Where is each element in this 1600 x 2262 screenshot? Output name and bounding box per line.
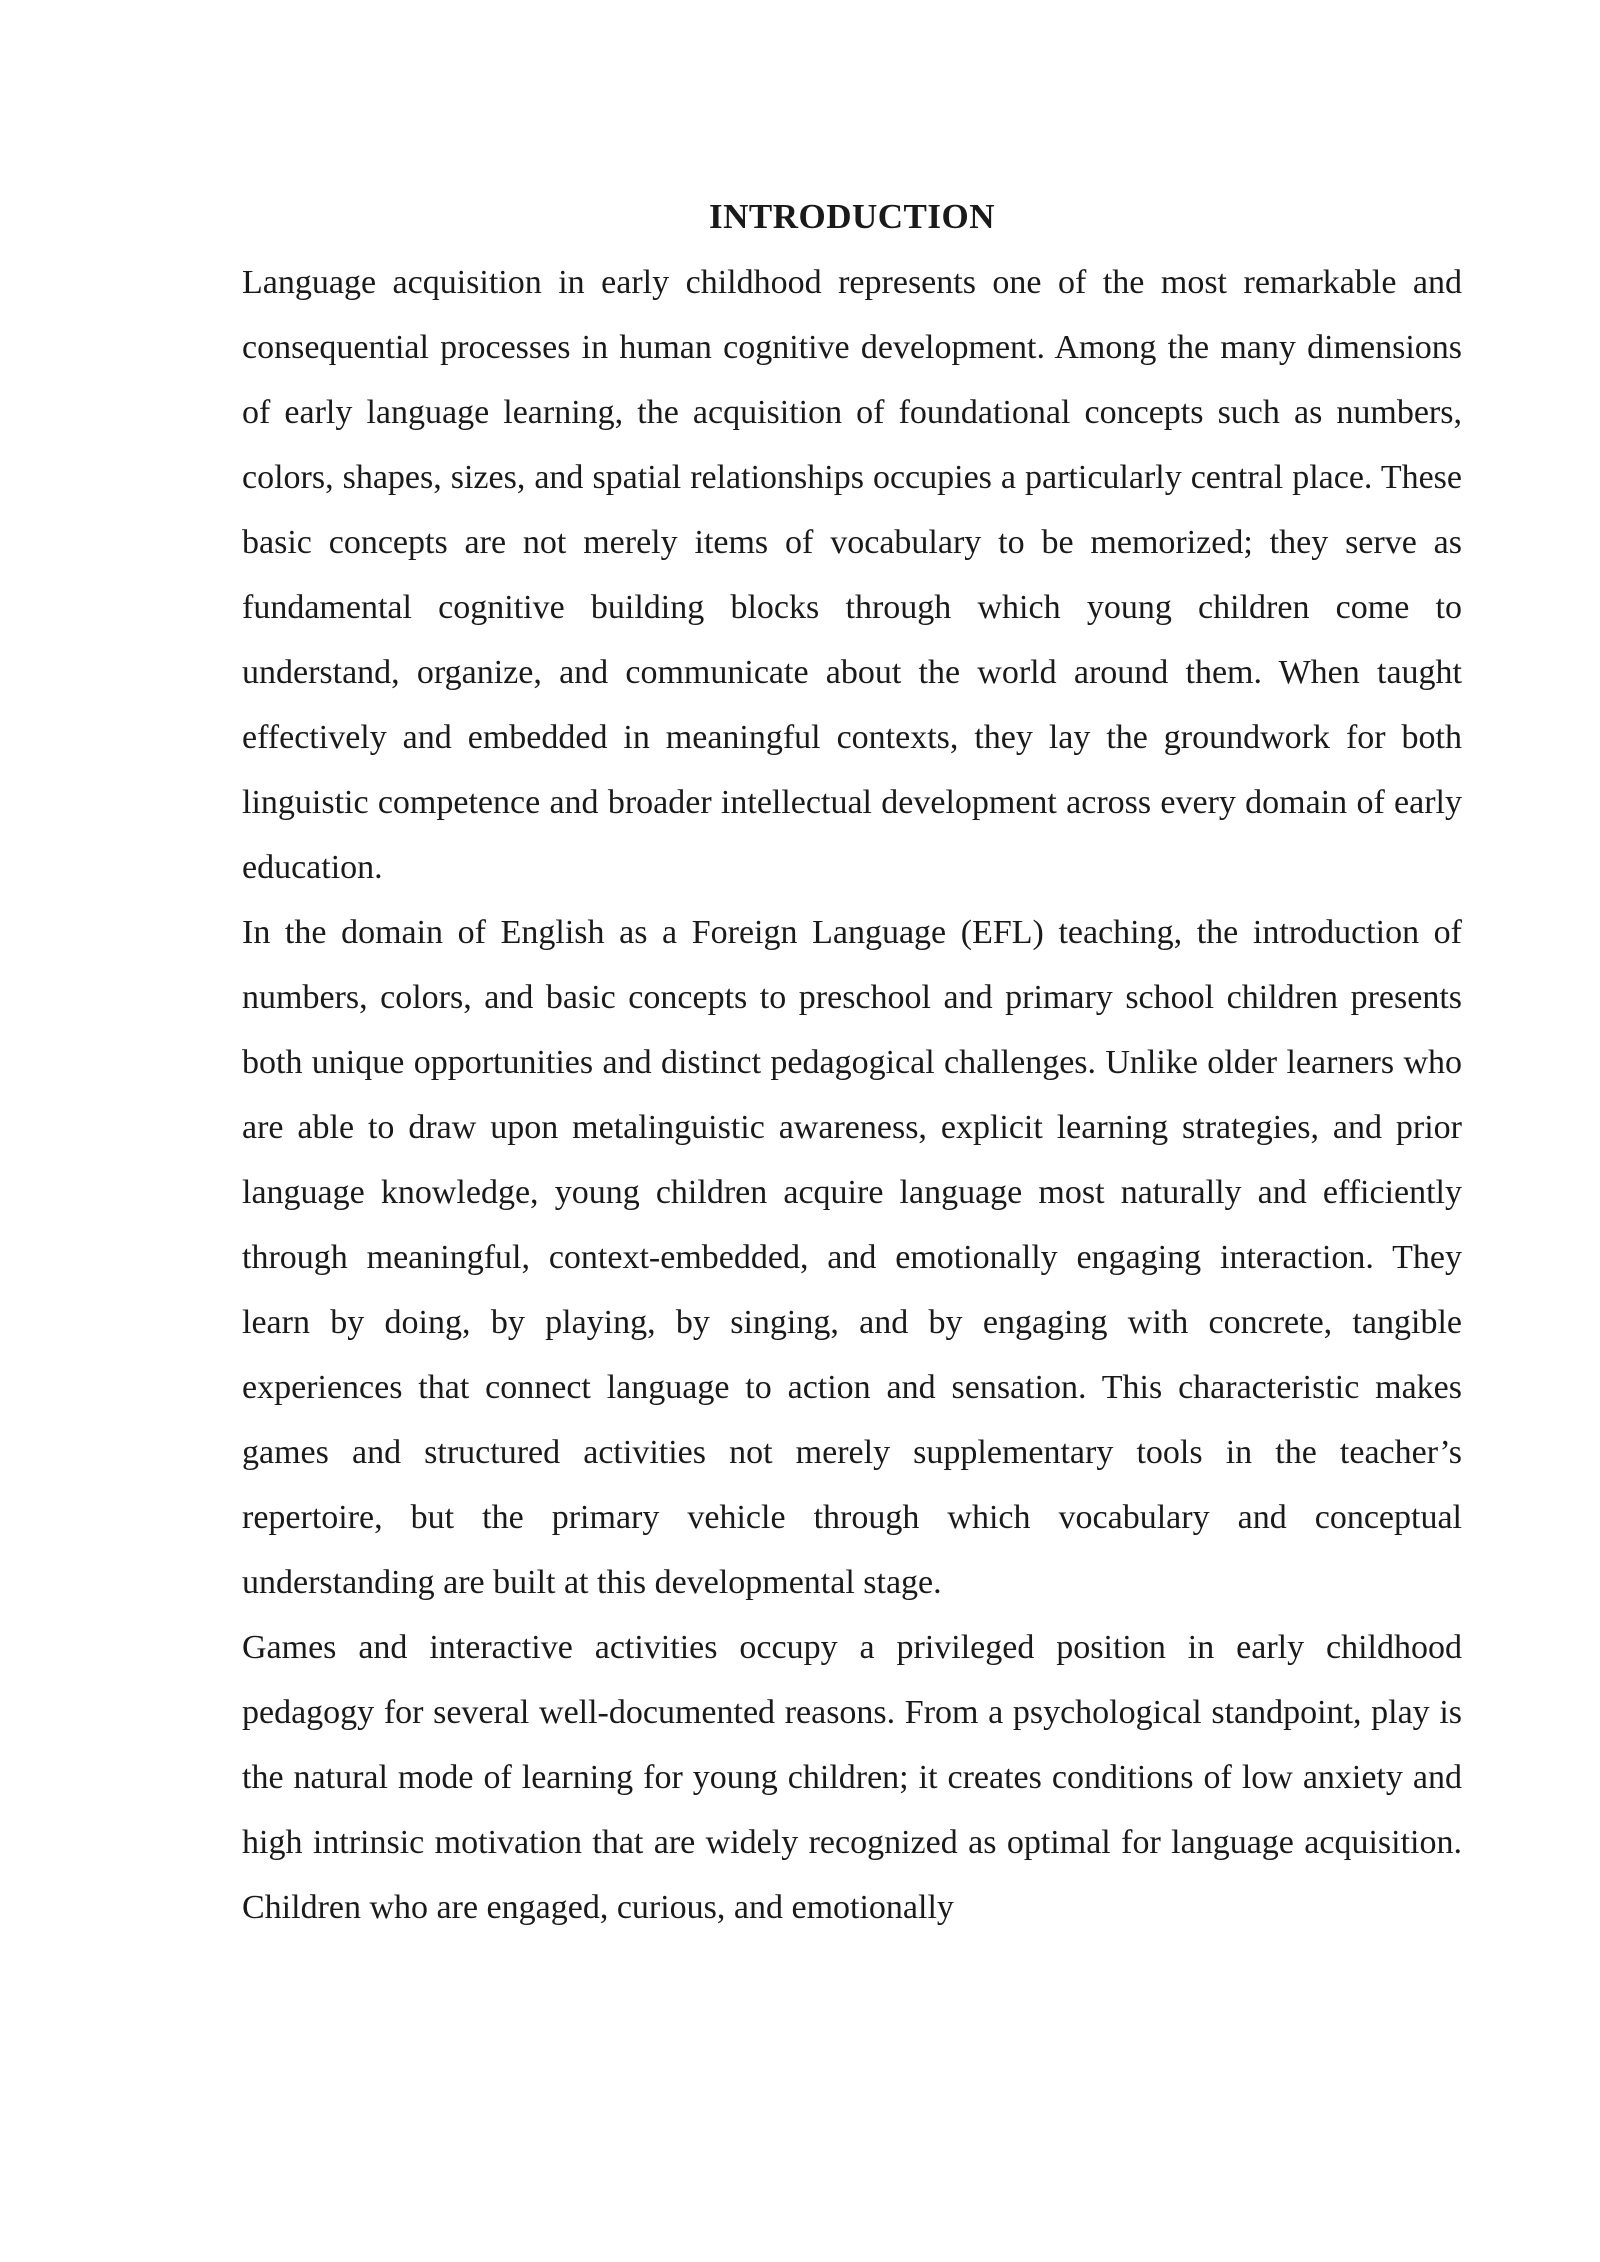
document-body <box>242 188 1462 1940</box>
paragraph-1: Language acquisition in early childhood represents one of the most remarkable and consequential processes in human cognitive development. Among the many dimensions of early language learning, the acquisition of foundational concepts such as numbers, colors, shapes, sizes, and spatial relationships occupies a particularly central place. These basic concepts are not merely items of vocabulary to be memorized; they serve as fundamental cognitive building blocks through which young children come to understand, organize, and communicate about the world around them. When taught effectively and embedded in meaningful contexts, they lay the groundwork for both linguistic competence and broader intellectual development across every domain of early education. <box>242 264 1462 886</box>
paragraph-3: Games and interactive activities occupy a privileged position in early childhood pedagogy for several well-documented reasons. From a psychological standpoint, play is the natural mode of learning for young children; it creates conditions of low anxiety and high intrinsic motivation that are widely recognized as optimal for language acquisition. Children who are engaged, curious, and emotionally <box>242 1629 1462 1926</box>
page-title: INTRODUCTION <box>708 197 996 236</box>
paragraph-2: In the domain of English as a Foreign Language (EFL) teaching, the introduction of numbers, colors, and basic concepts to preschool and primary school children presents both unique opportunities and distinct pedagogical challenges. Unlike older learners who are able to draw upon metalinguistic awareness, explicit learning strategies, and prior language knowledge, young children acquire language most naturally and efficiently through meaningful, context-embedded, and emotionally engaging interaction. They learn by doing, by playing, by singing, and by engaging with concrete, tangible experiences that connect language to action and sensation. This characteristic makes games and structured activities not merely supplementary tools in the teacher’s repertoire, but the primary vehicle through which vocabulary and conceptual understanding are built at this developmental stage. <box>242 914 1462 1601</box>
